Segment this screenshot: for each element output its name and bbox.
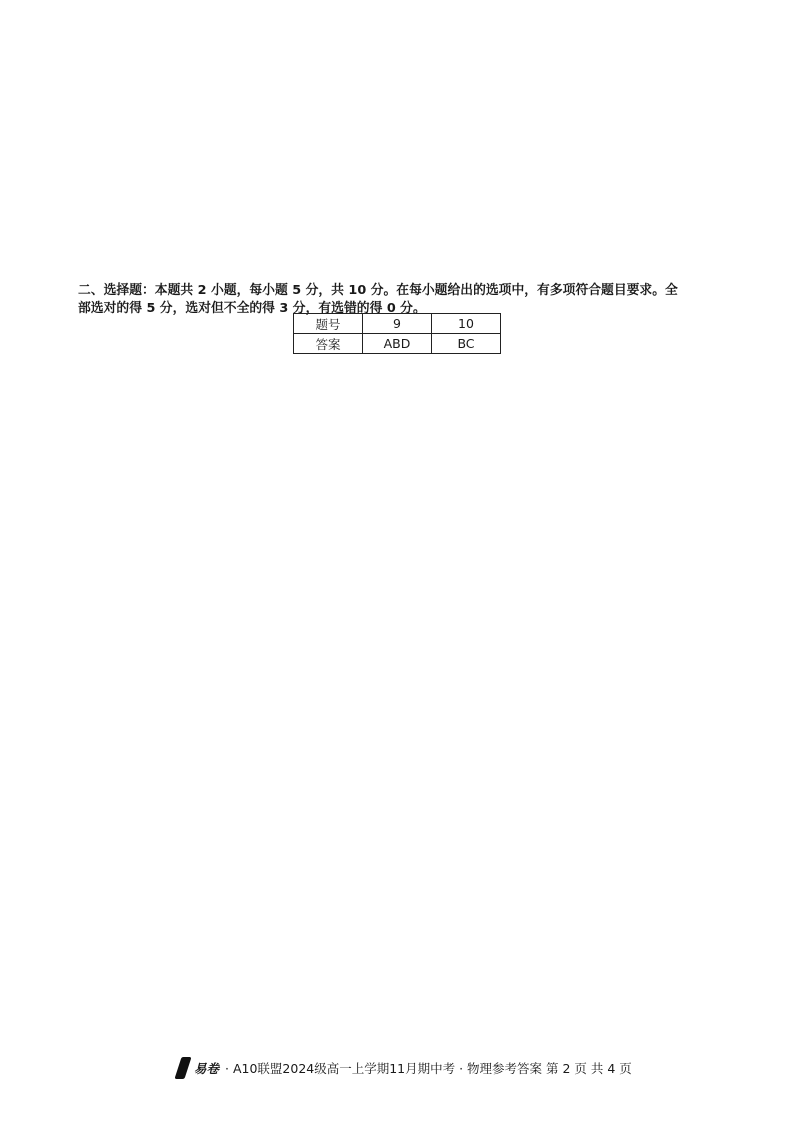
section-two-heading-line1: 二、选择题：本题共 2 小题，每小题 5 分，共 10 分。在每小题给出的选项中，有多项符合题目要求。全 — [78, 283, 678, 298]
brand-logo-icon — [174, 1057, 191, 1079]
answer-table-header-cell: 题号 — [294, 314, 363, 334]
section-two-heading-line2: 部选对的得 5 分，选对但不全的得 3 分，有选错的得 0 分。 — [78, 301, 426, 316]
footer-text: · A10联盟2024级高一上学期11月期中考 · 物理参考答案 第 2 页 共 4 页 — [225, 1061, 632, 1076]
answer-table-cell: ABD — [363, 334, 432, 354]
answer-table-cell: BC — [432, 334, 501, 354]
answer-table — [293, 313, 501, 354]
answer-table-header-row — [294, 314, 501, 334]
answer-table-header-cell: 10 — [432, 314, 501, 334]
page-footer — [178, 1057, 632, 1079]
answer-table-header-cell: 9 — [363, 314, 432, 334]
answer-table-cell: 答案 — [294, 334, 363, 354]
answer-table-answer-row — [294, 334, 501, 354]
brand-name: 易卷 — [194, 1061, 220, 1076]
